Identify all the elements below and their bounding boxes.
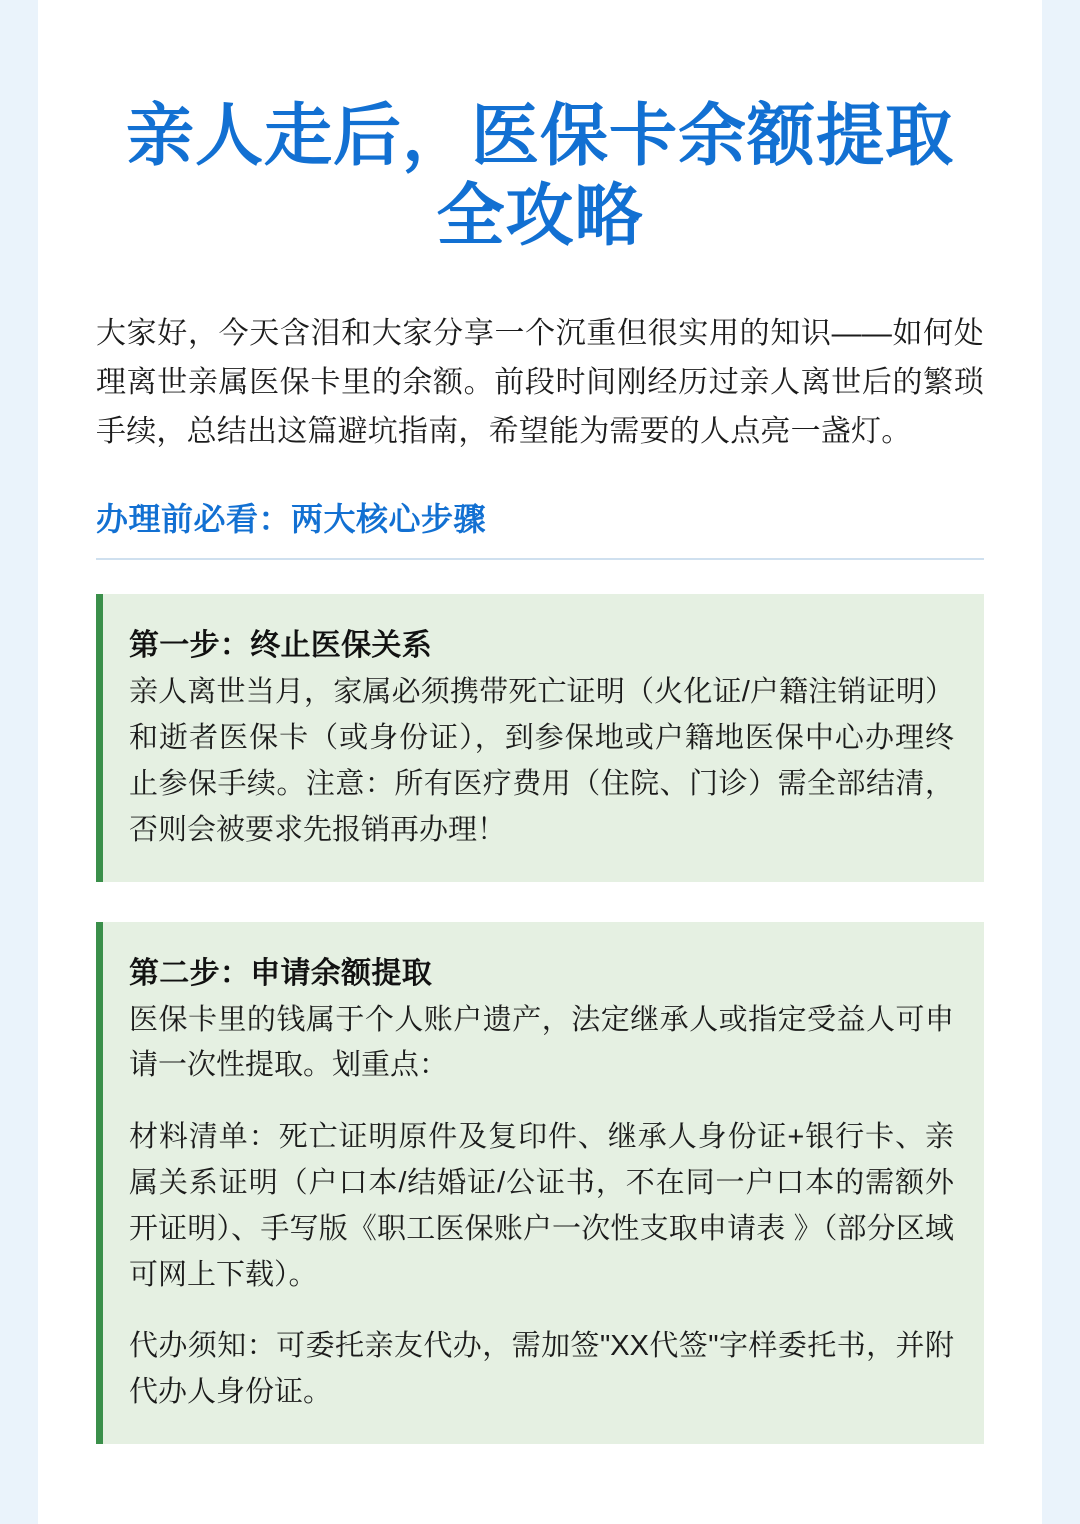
step-two-paragraph-1: 医保卡里的钱属于个人账户遗产，法定继承人或指定受益人可申请一次性提取。划重点： — [129, 1003, 954, 1082]
page-title: 亲人走后，医保卡余额提取全攻略 — [125, 98, 954, 255]
section-heading: 办理前必看：两大核心步骤 — [96, 501, 487, 538]
step-two-paragraph-2: 材料清单：死亡证明原件及复印件、继承人身份证+银行卡、亲属关系证明（户口本/结婚证/公证书，不在同一户口本的需额外开证明）、手写版《职工医保账户一次性支取申请表 》（部分区域可网上下载）。 — [129, 1121, 954, 1291]
step-two-paragraph-3: 代办须知：可委托亲友代办，需加签"XX代签"字样委托书，并附代办人身份证。 — [129, 1330, 954, 1409]
step-card-two — [96, 922, 984, 1445]
step-one-title: 第一步：终止医保关系 — [129, 629, 432, 663]
step-two-title: 第二步：申请余额提取 — [129, 956, 432, 990]
step-card-one — [96, 594, 984, 881]
article-card — [38, 0, 1042, 1524]
section-divider — [96, 558, 984, 560]
intro-paragraph: 大家好，今天含泪和大家分享一个沉重但很实用的知识——如何处理离世亲属医保卡里的余额。前段时间刚经历过亲人离世后的繁琐手续，总结出这篇避坑指南，希望能为需要的人点亮一盏灯。 — [96, 317, 984, 448]
step-one-paragraph-1: 亲人离世当月，家属必须携带死亡证明（火化证/户籍注销证明）和逝者医保卡（或身份证），到参保地或户籍地医保中心办理终止参保手续。注意：所有医疗费用（住院、门诊）需全部结清，否则会被要求先报销再办理！ — [129, 676, 954, 846]
